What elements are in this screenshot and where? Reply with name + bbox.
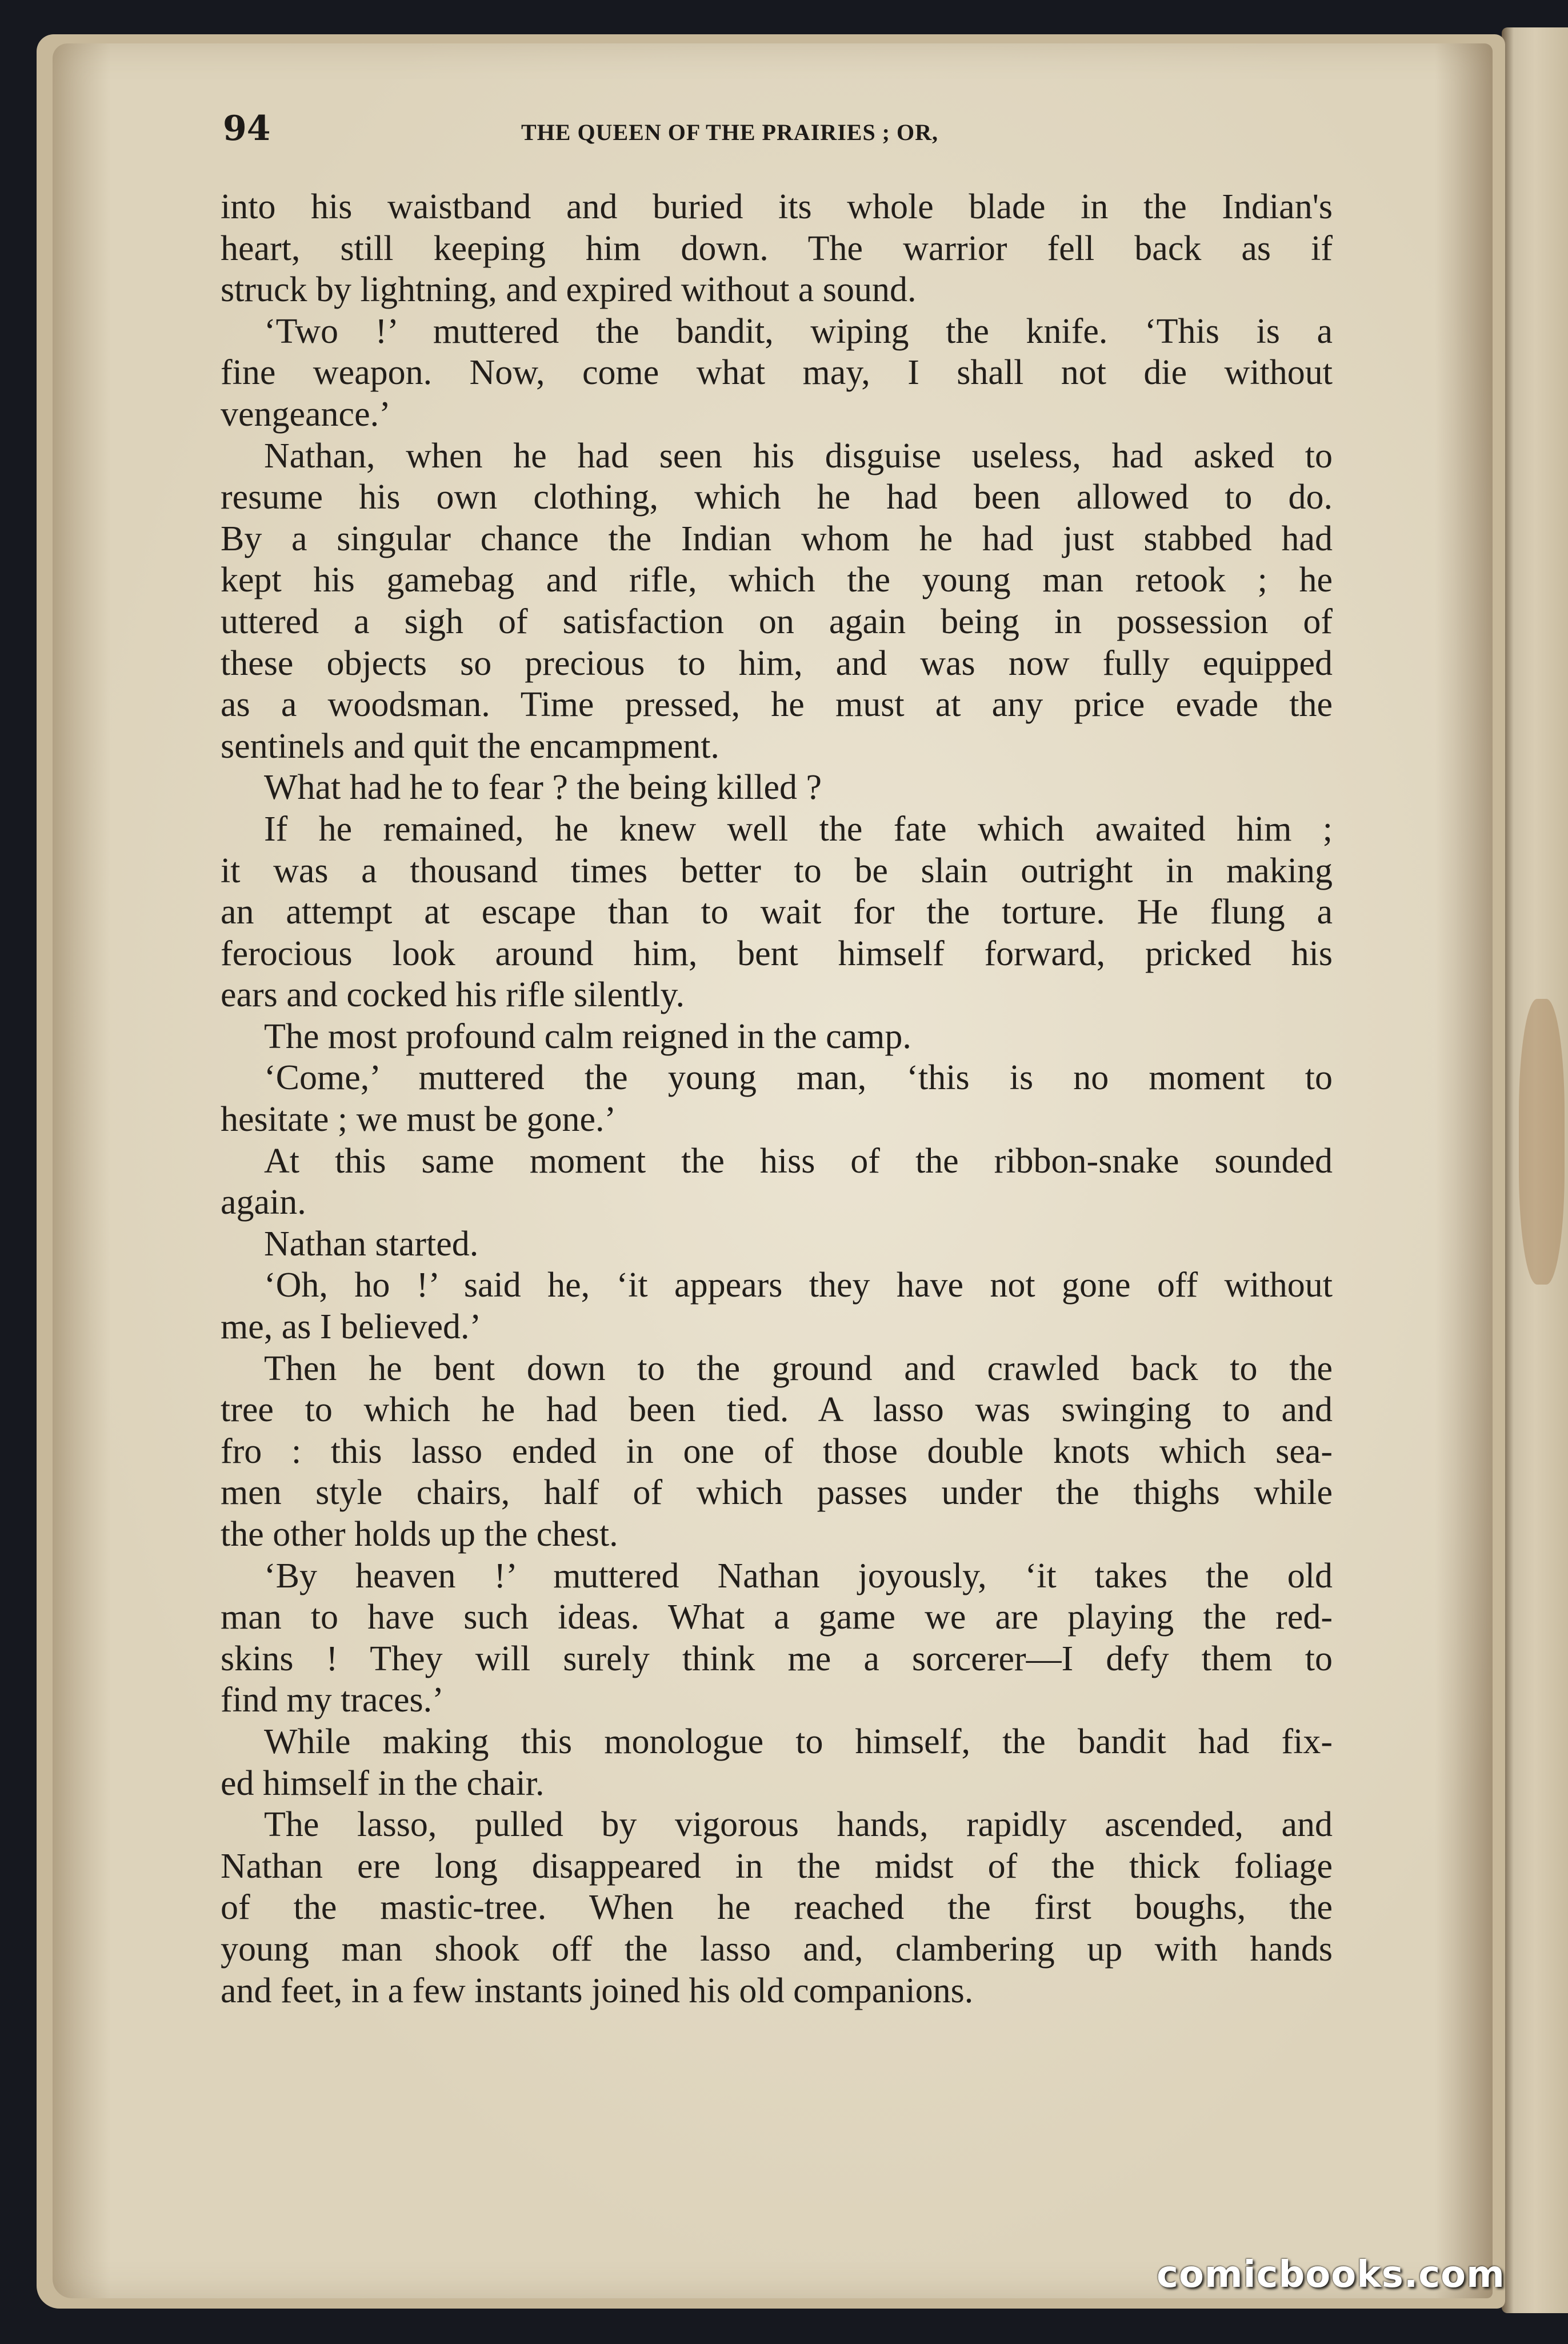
text-line: again. xyxy=(221,1183,306,1222)
text-line: the other holds up the chest. xyxy=(221,1515,618,1554)
running-head: THE QUEEN OF THE PRAIRIES ; OR, xyxy=(521,119,939,145)
text-line: young man shook off the lasso and, clambering up with hands xyxy=(221,1929,1333,1969)
text-line: resume his own clothing, which he had been allowed to do. xyxy=(221,478,1333,517)
text-line: kept his gamebag and rifle, which the young man retook ; he xyxy=(221,561,1333,600)
text-line: While making this monologue to himself, the bandit had fix- xyxy=(264,1722,1333,1761)
text-line: fine weapon. Now, come what may, I shall not die without xyxy=(221,353,1333,393)
facing-page-edge xyxy=(1502,27,1568,2313)
text-line: into his waistband and buried its whole blade in the Indian's xyxy=(221,187,1333,226)
text-line: By a singular chance the Indian whom he had just stabbed had xyxy=(221,519,1333,558)
watermark-logo: comicbooks.com xyxy=(1157,2254,1505,2296)
text-line: hesitate ; we must be gone.’ xyxy=(221,1100,617,1139)
text-line: as a woodsman. Time pressed, he must at any price evade the xyxy=(221,685,1333,725)
text-line: What had he to fear ? the being killed ? xyxy=(264,768,822,807)
text-line: Nathan started. xyxy=(264,1224,479,1263)
text-line: ferocious look around him, bent himself forward, pricked his xyxy=(221,934,1333,973)
text-line: sentinels and quit the encampment. xyxy=(221,726,719,766)
text-line: If he remained, he knew well the fate which awaited him ; xyxy=(264,809,1333,849)
text-line: it was a thousand times better to be slain outright in making xyxy=(221,851,1333,890)
text-line: tree to which he had been tied. A lasso was swinging to and xyxy=(221,1390,1333,1430)
text-line: ‘Oh, ho !’ said he, ‘it appears they have not gone off without xyxy=(264,1266,1333,1305)
text-line: Nathan, when he had seen his disguise useless, had asked to xyxy=(264,436,1333,475)
text-line: The most profound calm reigned in the camp. xyxy=(264,1017,911,1056)
text-line: ed himself in the chair. xyxy=(221,1763,545,1803)
page-number: 94 xyxy=(223,109,271,149)
text-line: Nathan ere long disappeared in the midst of the thick foliage xyxy=(221,1846,1333,1886)
text-line: men style chairs, half of which passes under the thighs while xyxy=(221,1473,1333,1513)
text-line: ‘By heaven !’ muttered Nathan joyously, ‘it takes the old xyxy=(264,1556,1333,1595)
text-line: ‘Come,’ muttered the young man, ‘this is no moment to xyxy=(264,1058,1333,1098)
text-line: ears and cocked his rifle silently. xyxy=(221,975,685,1015)
text-line: and feet, in a few instants joined his old companions. xyxy=(221,1971,974,2010)
text-line: an attempt at escape than to wait for the torture. He flung a xyxy=(221,893,1333,932)
text-line: find my traces.’ xyxy=(221,1681,444,1720)
text-line: At this same moment the hiss of the ribbon-snake sounded xyxy=(264,1141,1333,1181)
text-line: me, as I believed.’ xyxy=(221,1307,482,1347)
text-line: ‘Two !’ muttered the bandit, wiping the knife. ‘This is a xyxy=(264,311,1333,351)
text-line: struck by lightning, and expired without a sound. xyxy=(221,270,917,310)
text-line: skins ! They will surely think me a sorcerer—I defy them to xyxy=(221,1639,1333,1678)
text-line: Then he bent down to the ground and crawled back to the xyxy=(264,1349,1333,1388)
text-line: fro : this lasso ended in one of those double knots which sea- xyxy=(221,1431,1333,1471)
text-line: The lasso, pulled by vigorous hands, rapidly ascended, and xyxy=(264,1805,1333,1845)
text-line: these objects so precious to him, and was now fully equipped xyxy=(221,643,1333,683)
text-line: man to have such ideas. What a game we are playing the red- xyxy=(221,1598,1333,1637)
text-line: heart, still keeping him down. The warrior fell back as if xyxy=(221,229,1333,268)
body-text xyxy=(221,186,1333,2011)
text-line: of the mastic-tree. When he reached the first boughs, the xyxy=(221,1888,1333,1927)
text-line: vengeance.’ xyxy=(221,394,391,434)
text-line: uttered a sigh of satisfaction on again being in possession of xyxy=(221,602,1333,641)
paper-stain xyxy=(1519,999,1565,1285)
